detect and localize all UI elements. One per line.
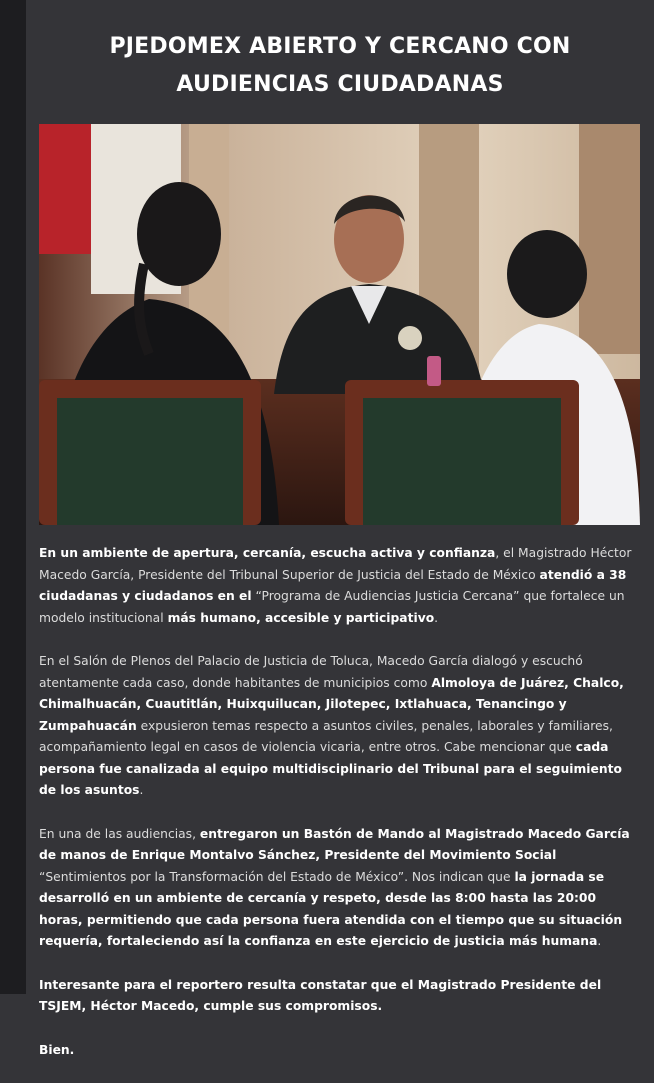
left-sidebar-rail [0,0,26,994]
article-paragraph [39,824,639,953]
text: . [597,934,602,948]
bold-text: la jornada se desarrolló en un ambiente de cercanía y respeto, desde las 8:00 hasta las 20:00 horas, permitiendo que cada persona fuera atendida con el tiempo que su situación requería, fortaleciendo así la confianza en este ejercicio de justicia más humana [39,869,623,948]
article-paragraph [39,651,639,802]
text: expusieron temas respecto a asuntos civiles, penales, laborales y familiares, acompañamiento legal en casos de violencia vicaria, entre otros. Cabe mencionar que [39,718,613,754]
article-title: PJEDOMEX ABIERTO Y CERCANO CON AUDIENCIAS CIUDADANAS [109,34,571,97]
article [26,0,654,1057]
bold-text: En un ambiente de apertura, cercanía, escucha activa y confianza [39,546,496,560]
bold-text: atendió a 38 ciudadanas y ciudadanos en el [39,567,627,603]
bold-text: Almoloya de Juárez, Chalco, Chimalhuacán, Cuautitlán, Huixquilucan, Jilotepec, Ixtlahuaca, Tenancingo y Zumpahuacán [39,675,624,733]
bold-text: entregaron un Bastón de Mando al Magistrado Macedo García de manos de Enrique Montalvo Sánchez, Presidente del Movimiento Social [39,826,630,862]
text: , el Magistrado Héctor Macedo García, Presidente del Tribunal Superior de Justicia del Estado de México [39,546,632,582]
article-paragraph [39,975,639,1018]
bold-text: Interesante para el reportero resulta constatar que el Magistrado Presidente del TSJEM, Héctor Macedo, cumple sus compromisos. [39,977,602,1013]
bold-text: cada persona fue canalizada al equipo multidisciplinario del Tribunal para el seguimiento de los asuntos [39,740,622,797]
article-paragraph [39,1040,639,1062]
text: . [139,783,144,797]
text: En una de las audiencias, [39,826,200,841]
article-paragraph [39,543,639,629]
article-photo [39,124,640,525]
article-body [39,543,639,1083]
text: . [434,610,439,625]
text: “Programa de Audiencias Justicia Cercana” que fortalece un modelo institucional [39,589,625,625]
text: En el Salón de Plenos del Palacio de Justicia de Toluca, Macedo García dialogó y escuchó atentamente cada caso, donde habitantes de municipios como [39,654,583,690]
text: “Sentimientos por la Transformación del Estado de México”. Nos indican que [39,869,515,884]
bold-text: más humano, accesible y participativo [167,610,435,625]
bold-text: Bien. [39,1042,75,1057]
